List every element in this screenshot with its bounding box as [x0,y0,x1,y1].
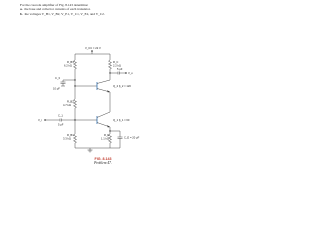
c3-value: 10 μF [53,87,60,91]
junction-dot-c3 [74,79,75,80]
cascode-circuit-diagram [0,0,200,173]
junction-dot-q2-base [74,85,75,86]
c3-label: C_3 [55,77,60,80]
rc-resistor [109,60,112,69]
part-a-label: a. [20,7,23,12]
q2-label: Q_2 β_2 = 120 [113,85,131,88]
rb2-resistor [74,99,77,108]
q1-collector-leg [97,112,110,118]
problem-intro: For the cascode amplifier of Fig. 8.143 determine: [20,3,89,7]
q1-emitter-arrow [107,125,110,127]
vi-label: V_i [38,119,42,122]
rc-value: 2.2 kΩ [113,64,121,68]
figure-caption [90,157,116,165]
vcc-label: V_CC = 22 V [85,47,101,50]
rb1-resistor [74,134,77,143]
re-value: 1.1 kΩ [101,137,109,141]
rb3-label: R_B3 [67,61,74,64]
junction-dot-ce [109,130,110,131]
ce-label: C_E = 20 μF [124,136,140,140]
figure-number: FIG. 8.143 [94,157,112,161]
rb3-resistor [74,60,77,69]
rb3-value: 6.2 kΩ [64,64,72,68]
rb1-value: 3.3 kΩ [63,137,71,141]
rb1-label: R_B1 [67,134,74,137]
q1-label: Q_1 β_1 = 60 [113,119,130,122]
rc-label: R_C [113,61,119,64]
part-b-label: b. [20,11,23,16]
rb2-label: R_B2 [67,100,74,104]
figure-reference: Problem 47. [94,161,112,166]
junction-dot-output [109,72,110,73]
part-b-text: the voltages V_B1, V_B2, V_E1, V_C1, V_E2, and V_C2. [24,11,105,16]
c1-value: 5 μF [58,123,64,127]
vo-label: V_o [128,72,133,75]
re-label: R_E [104,134,110,137]
part-a-text: the base and collector currents of each transistor. [24,7,91,12]
c2-label: 5 μF [117,68,123,71]
junction-dot-q1-base [74,119,75,120]
q2-emitter-arrow [107,90,110,92]
rb2-value: 4.7 kΩ [63,104,71,107]
c1-label: C_1 [58,114,63,118]
q2-collector-leg [97,80,110,84]
